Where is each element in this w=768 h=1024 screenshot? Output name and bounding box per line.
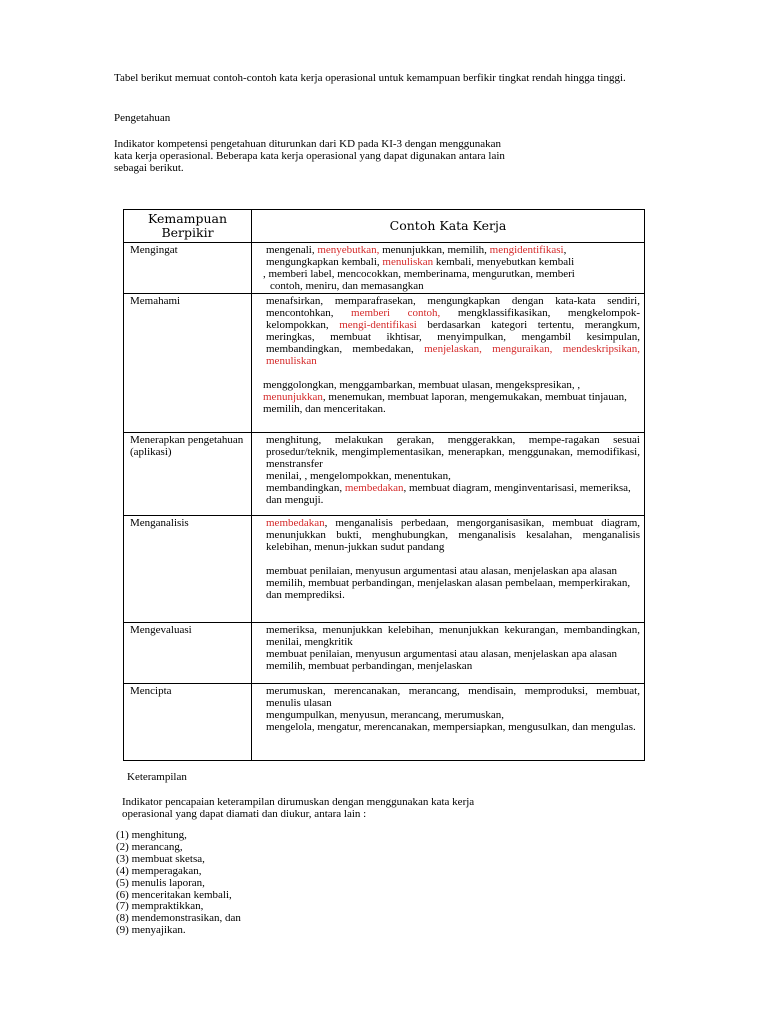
highlighted-verb: menunjukkan — [263, 391, 323, 403]
ability-cell: Menerapkan pengetahuan (aplikasi) — [124, 433, 252, 516]
verbs-text-block — [266, 244, 640, 268]
verb-text: membuat penilaian, menyusun argumentasi atau alasan, menjelaskan apa alasan memilih, membuat perbandingan, menjelaskan alasan pembelaan, memperkirakan, dan memprediksi. — [266, 565, 633, 601]
verbs-cell — [252, 243, 645, 294]
verbs-text-block — [266, 648, 640, 672]
verbs-text-block — [263, 268, 640, 280]
verbs-text-block — [270, 280, 640, 292]
verb-text: memeriksa, menunjukkan kelebihan, menunjukkan kekurangan, membandingkan, menilai, mengkritik — [266, 624, 643, 648]
verbs-text-block — [266, 517, 643, 553]
highlighted-verb: membedakan — [266, 517, 325, 529]
verb-text: mengklassifikasikan, mengkelompok-kelompokkan, — [266, 307, 640, 331]
verb-text: membuat penilaian, menyusun argumentasi atau alasan, menjelaskan apa alasan memilih, membuat perbandingan, menjelaskan — [266, 648, 620, 672]
verbs-cell — [252, 294, 645, 433]
verb-text: mengenali, — [266, 244, 318, 256]
list-item: (5) menulis laporan, — [116, 876, 205, 889]
ability-cell: Mengingat — [124, 243, 252, 294]
verb-text: kembali, menyebutkan kembali — [433, 256, 575, 268]
spacer — [266, 367, 640, 379]
list-item: (3) membuat sketsa, — [116, 852, 205, 865]
highlighted-verb: menjelaskan, menguraikan, mendeskripsikan, menuliskan — [266, 343, 643, 367]
verbs-text-block — [266, 721, 640, 733]
verb-text: mengelola, mengatur, merencanakan, mempersiapkan, mengusulkan, dan mengulas. — [266, 721, 636, 733]
highlighted-verb: membedakan — [344, 482, 404, 494]
verbs-text-block — [263, 379, 640, 415]
section-heading-pengetahuan: Pengetahuan — [114, 112, 171, 124]
highlighted-verb: menuliskan — [382, 256, 434, 268]
intro-paragraph: Tabel berikut memuat contoh-contoh kata kerja operasional untuk kemampuan berfikir tingkat rendah hingga tinggi. — [114, 72, 626, 84]
verb-text: berdasarkan kategori tertentu, merangkum, meringkas, membuat ikhtisar, menyimpulkan, mengambil kesimpulan, membandingkan, membedakan, — [266, 319, 643, 355]
keterampilan-paragraph: Indikator pencapaian keterampilan dirumuskan dengan menggunakan kata kerja operasional yang dapat diamati dan diukur, antara lain : — [122, 796, 475, 820]
verb-text: , menemukan, membuat laporan, mengemukakan, membuat tinjauan, memilih, dan menceritakan. — [263, 391, 630, 415]
table-row — [124, 684, 645, 761]
table-row — [124, 516, 645, 623]
verb-text: , memberi label, mencocokkan, memberinama, mengurutkan, memberi — [263, 268, 575, 280]
table-row — [124, 623, 645, 684]
section-heading-keterampilan: Keterampilan — [127, 771, 187, 783]
highlighted-verb: menyebutkan, — [317, 244, 380, 256]
list-item: (8) mendemonstrasikan, dan — [116, 912, 241, 925]
verbs-text-block — [266, 565, 640, 601]
verbs-text-block — [266, 624, 643, 648]
verb-text: menilai, , mengelompokkan, menentukan, — [266, 470, 451, 482]
verb-text: mengumpulkan, menyusun, merancang, merumuskan, — [266, 709, 504, 721]
list-item: (7) mempraktikkan, — [116, 900, 204, 913]
verbs-cell — [252, 684, 645, 761]
table-row — [124, 243, 645, 294]
spacer — [266, 553, 640, 565]
verb-text: merumuskan, merencanakan, merancang, mendisain, memproduksi, membuat, menulis ulasan — [266, 685, 643, 709]
verbs-cell — [252, 623, 645, 684]
verb-text: , menganalisis perbedaan, mengorganisasikan, membuat diagram, menunjukkan bukti, menghubungkan, menganalisis kesalahan, menganalisis kelebihan, menun-jukkan sudut pandang — [266, 517, 643, 553]
verb-text: menghitung, melakukan gerakan, menggerakkan, mempe-ragakan sesuai prosedur/teknik, mengimplementasikan, menerapkan, menggunakan, memodifikasi, menstransfer — [266, 434, 643, 470]
verbs-text-block — [266, 482, 640, 506]
list-item: (9) menyajikan. — [116, 924, 186, 937]
verb-text: menggolongkan, menggambarkan, membuat ulasan, mengekspresikan, , — [263, 379, 583, 391]
verbs-text-block — [266, 434, 643, 470]
list-item: (6) menceritakan kembali, — [116, 888, 232, 901]
verbs-text-block — [266, 685, 643, 709]
keterampilan-list — [116, 830, 241, 937]
pengetahuan-paragraph: Indikator kompetensi pengetahuan diturunkan dari KD pada KI-3 dengan menggunakan kata kerja operasional. Beberapa kata kerja operasional yang dapat digunakan antara lain sebagai berikut. — [114, 138, 505, 174]
header-contoh-kata-kerja: Contoh Kata Kerja — [252, 210, 645, 243]
ability-cell: Mencipta — [124, 684, 252, 761]
verb-text: , membuat diagram, menginventarisasi, memeriksa, dan menguji. — [266, 482, 634, 506]
verbs-text-block — [266, 709, 640, 721]
verbs-text-block — [266, 470, 640, 482]
list-item: (4) memperagakan, — [116, 864, 202, 877]
highlighted-verb: mengi-dentifikasi — [339, 319, 417, 331]
ability-cell: Menganalisis — [124, 516, 252, 623]
verb-text: menunjukkan, memilih, — [379, 244, 490, 256]
ability-cell: Mengevaluasi — [124, 623, 252, 684]
highlighted-verb: mengidentifikasi — [489, 244, 564, 256]
kata-kerja-table — [123, 209, 645, 761]
table-row — [124, 294, 645, 433]
verbs-cell — [252, 433, 645, 516]
verbs-text-block — [266, 295, 643, 367]
verbs-cell — [252, 516, 645, 623]
list-item: (1) menghitung, — [116, 829, 187, 841]
list-item: (2) merancang, — [116, 840, 183, 853]
verb-text: menafsirkan, memparafrasekan, mengungkapkan dengan kata-kata sendiri, mencontohkan, — [266, 295, 643, 319]
verb-text: , mengungkapkan kembali, — [266, 244, 570, 268]
verb-text: membandingkan, — [266, 482, 345, 494]
table-header-row — [124, 210, 645, 243]
ability-cell: Memahami — [124, 294, 252, 433]
table-row — [124, 433, 645, 516]
verb-text: contoh, meniru, dan memasangkan — [270, 280, 424, 292]
table-body — [124, 243, 645, 761]
header-kemampuan-berpikir: Kemampuan Berpikir — [124, 210, 252, 243]
highlighted-verb: memberi contoh, — [351, 307, 441, 319]
